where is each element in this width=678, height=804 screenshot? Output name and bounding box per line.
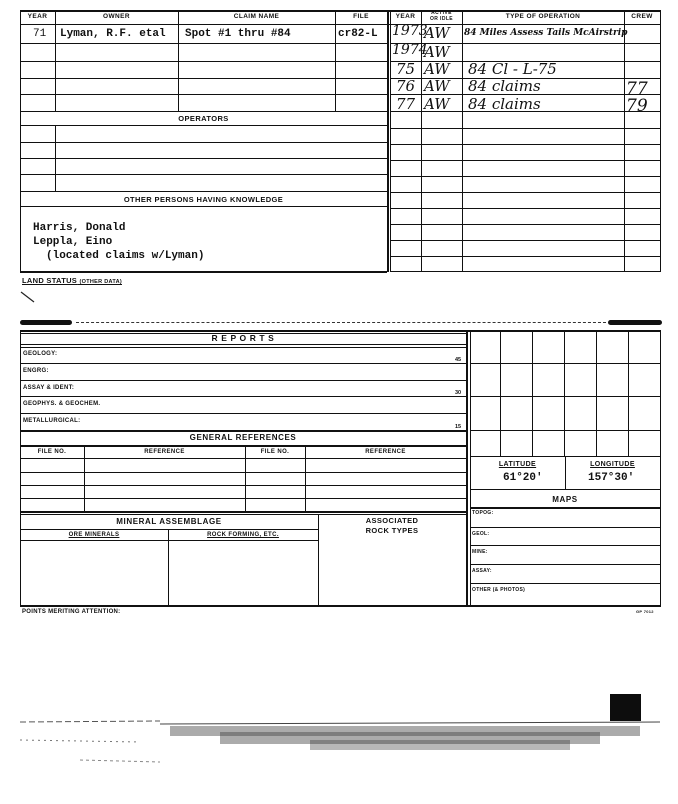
reports-heading: R E P O R T S: [211, 333, 275, 343]
map-geol-label: GEOL:: [472, 531, 490, 537]
person-name: Harris, Donald: [33, 222, 126, 234]
longitude-value: 157°30': [588, 472, 635, 484]
separator-bar-right: [608, 320, 662, 325]
separator-dashed-line: [76, 322, 606, 323]
land-status-label: LAND STATUS (OTHER DATA): [22, 276, 122, 285]
activity-operation: 84 claims: [468, 95, 541, 113]
longitude-label: LONGITUDE: [590, 461, 635, 468]
report-engrg-label: ENGRG:: [23, 368, 49, 374]
separator-bar-left: [20, 320, 72, 325]
header-claim-name: CLAIM NAME: [233, 13, 280, 20]
pen-mark: [20, 290, 36, 304]
header-type-of-operation: TYPE OF OPERATION: [505, 13, 581, 20]
activity-status: AW: [424, 77, 450, 95]
maps-heading: MAPS: [552, 495, 578, 504]
record-file: cr82-L: [338, 28, 378, 40]
operators-heading: OPERATORS: [178, 114, 229, 123]
map-mine-label: MINE:: [472, 549, 488, 555]
record-year: 71: [33, 28, 47, 40]
activity-status: AW: [424, 60, 450, 78]
header-active-or-idle: ACTIVE OR IDLE: [429, 10, 454, 22]
activity-crew: 79: [626, 96, 648, 116]
report-metallurgical-label: METALLURGICAL:: [23, 418, 81, 424]
report-assay-label: ASSAY & IDENT:: [23, 385, 75, 391]
map-other-label: OTHER (& PHOTOS): [472, 587, 526, 593]
header-file: FILE: [353, 13, 369, 20]
top-border: [20, 10, 661, 12]
activity-year: 1973: [392, 23, 428, 39]
associated-rock-types-heading: ASSOCIATED ROCK TYPES: [365, 516, 419, 535]
header-bottom-rule: [20, 24, 661, 25]
header-year-2: YEAR: [395, 13, 416, 20]
activity-status: AW: [424, 95, 450, 113]
activity-year: 1974: [392, 42, 428, 58]
left-border: [20, 10, 21, 272]
ore-minerals-label: ORE MINERALS: [68, 532, 120, 538]
activity-year: 77: [396, 95, 416, 113]
header-owner: OWNER: [103, 13, 130, 20]
person-note: (located claims w/Lyman): [46, 250, 205, 262]
map-topog-label: TOPOG:: [472, 510, 494, 516]
activity-operation: 84 claims: [468, 77, 541, 95]
other-persons-heading: OTHER PERSONS HAVING KNOWLEDGE: [123, 195, 284, 204]
scan-noise: [20, 712, 662, 772]
right-border: [660, 10, 661, 272]
record-claim-name: Spot #1 thru #84: [185, 28, 291, 40]
activity-status: AW: [424, 24, 450, 42]
latitude-label: LATITUDE: [498, 461, 537, 468]
header-year: YEAR: [27, 13, 48, 20]
report-geology-label: GEOLOGY:: [23, 351, 58, 357]
activity-year: 76: [396, 77, 416, 95]
rock-forming-label: ROCK FORMING, ETC.: [207, 532, 279, 538]
activity-crew: 77: [626, 79, 648, 99]
latitude-value: 61°20': [503, 472, 543, 484]
general-references-heading: GENERAL REFERENCES: [189, 433, 297, 442]
map-assay-label: ASSAY:: [472, 568, 492, 574]
activity-status: AW: [424, 43, 450, 61]
activity-operation: 84 Cl - L-75: [468, 60, 557, 78]
activity-operation: 84 Miles Assess Tails McAirstrip: [464, 28, 628, 38]
person-name: Leppla, Eino: [33, 236, 113, 248]
mid-divider: [387, 10, 389, 272]
header-crew: CREW: [631, 13, 653, 20]
form-number: GP 7012: [636, 609, 654, 614]
mineral-assemblage-heading: MINERAL ASSEMBLAGE: [116, 517, 222, 526]
points-meriting-attention-label: POINTS MERITING ATTENTION:: [22, 609, 121, 615]
activity-year: 75: [396, 60, 416, 78]
record-owner: Lyman, R.F. etal: [60, 28, 166, 40]
report-geophys-label: GEOPHYS. & GEOCHEM.: [23, 401, 101, 407]
